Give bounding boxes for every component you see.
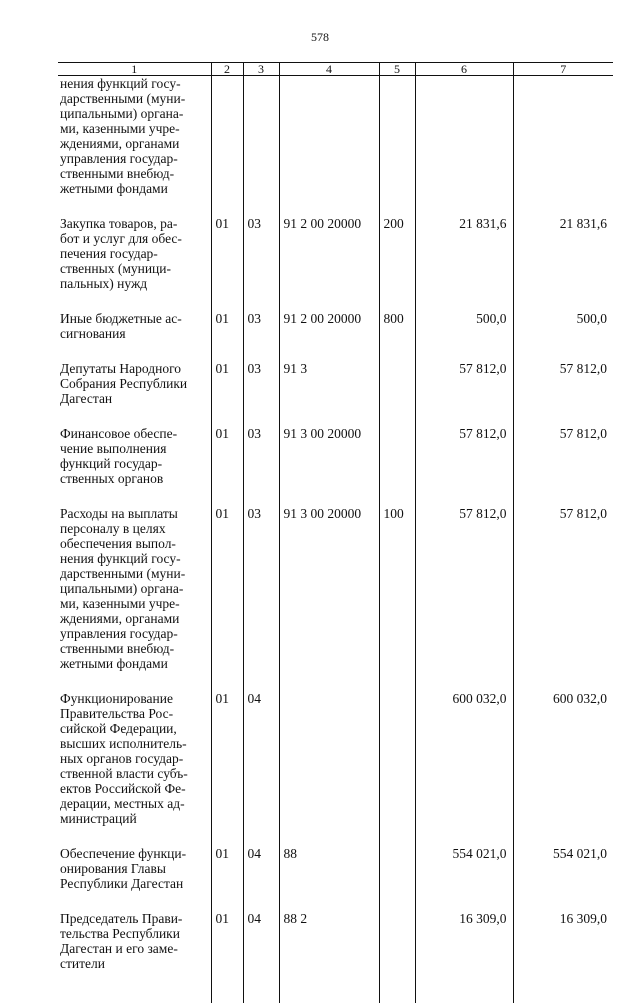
spacer-cell bbox=[243, 486, 279, 506]
col-header-1: 1 bbox=[58, 63, 211, 76]
table-row bbox=[58, 426, 613, 486]
spacer-cell bbox=[513, 486, 613, 506]
row-section bbox=[211, 76, 243, 197]
spacer-cell bbox=[243, 971, 279, 1003]
spacer-cell bbox=[415, 971, 513, 1003]
spacer-cell bbox=[58, 971, 211, 1003]
table-body bbox=[58, 76, 613, 1003]
spacer-cell bbox=[379, 196, 415, 216]
row-name: Финансовое обеспе- чение выполнения функций государ- ственных органов bbox=[58, 426, 211, 486]
spacer-cell bbox=[58, 341, 211, 361]
col-header-3: 3 bbox=[243, 63, 279, 76]
spacer-cell bbox=[279, 891, 379, 911]
spacer-cell bbox=[513, 196, 613, 216]
row-amount-2 bbox=[513, 76, 613, 197]
row-amount-1: 21 831,6 bbox=[415, 216, 513, 291]
row-section: 01 bbox=[211, 506, 243, 671]
row-name: Обеспечение функци- онирования Главы Республики Дагестан bbox=[58, 846, 211, 891]
row-expense-type bbox=[379, 911, 415, 971]
spacer-cell bbox=[513, 826, 613, 846]
table-row bbox=[58, 691, 613, 826]
spacer-cell bbox=[279, 486, 379, 506]
row-expense-type: 800 bbox=[379, 311, 415, 341]
spacer-cell bbox=[243, 826, 279, 846]
row-amount-1: 57 812,0 bbox=[415, 361, 513, 406]
spacer-cell bbox=[513, 291, 613, 311]
spacer-cell bbox=[211, 486, 243, 506]
row-name: Функционирование Правительства Рос- сийской Федерации, высших исполнитель- ных органов государ- ственной власти субъ- ектов Российской Фе- дерации, местных ад- министраций bbox=[58, 691, 211, 826]
table-row bbox=[58, 846, 613, 891]
spacer-cell bbox=[211, 341, 243, 361]
row-amount-2: 57 812,0 bbox=[513, 506, 613, 671]
row-target-article: 91 3 00 20000 bbox=[279, 426, 379, 486]
row-expense-type bbox=[379, 426, 415, 486]
row-expense-type bbox=[379, 691, 415, 826]
row-target-article: 91 2 00 20000 bbox=[279, 216, 379, 291]
col-header-7: 7 bbox=[513, 63, 613, 76]
row-section: 01 bbox=[211, 216, 243, 291]
row-amount-1: 600 032,0 bbox=[415, 691, 513, 826]
col-header-4: 4 bbox=[279, 63, 379, 76]
table-row bbox=[58, 361, 613, 406]
row-subsection: 03 bbox=[243, 311, 279, 341]
col-header-2: 2 bbox=[211, 63, 243, 76]
row-spacer bbox=[58, 406, 613, 426]
table-row bbox=[58, 506, 613, 671]
spacer-cell bbox=[379, 486, 415, 506]
row-spacer bbox=[58, 971, 613, 1003]
spacer-cell bbox=[211, 891, 243, 911]
row-target-article: 91 3 bbox=[279, 361, 379, 406]
spacer-cell bbox=[513, 891, 613, 911]
row-amount-1: 16 309,0 bbox=[415, 911, 513, 971]
table-row bbox=[58, 311, 613, 341]
spacer-cell bbox=[379, 826, 415, 846]
spacer-cell bbox=[279, 671, 379, 691]
spacer-cell bbox=[279, 971, 379, 1003]
row-subsection: 03 bbox=[243, 426, 279, 486]
row-amount-2: 600 032,0 bbox=[513, 691, 613, 826]
spacer-cell bbox=[211, 826, 243, 846]
spacer-cell bbox=[415, 291, 513, 311]
table-row bbox=[58, 911, 613, 971]
row-name: Депутаты Народного Собрания Республики Дагестан bbox=[58, 361, 211, 406]
row-amount-1: 500,0 bbox=[415, 311, 513, 341]
row-name: нения функций госу- дарственными (муни- ципальными) органа- ми, казенными учре- ждениями, органами управления государ- ственными внебюд- жетными фондами bbox=[58, 76, 211, 197]
spacer-cell bbox=[513, 671, 613, 691]
budget-table bbox=[58, 62, 613, 1003]
row-name: Расходы на выплаты персоналу в целях обеспечения выпол- нения функций госу- дарственными (муни- ципальными) органа- ми, казенными учре- ждениями, органами управления государ- ственными внебюд- жетными фондами bbox=[58, 506, 211, 671]
row-target-article: 91 3 00 20000 bbox=[279, 506, 379, 671]
row-section: 01 bbox=[211, 361, 243, 406]
row-amount-1 bbox=[415, 76, 513, 197]
row-amount-2: 57 812,0 bbox=[513, 426, 613, 486]
spacer-cell bbox=[379, 671, 415, 691]
spacer-cell bbox=[379, 971, 415, 1003]
row-expense-type: 100 bbox=[379, 506, 415, 671]
spacer-cell bbox=[58, 671, 211, 691]
row-amount-2: 554 021,0 bbox=[513, 846, 613, 891]
spacer-cell bbox=[211, 196, 243, 216]
row-amount-1: 57 812,0 bbox=[415, 426, 513, 486]
spacer-cell bbox=[243, 196, 279, 216]
spacer-cell bbox=[279, 341, 379, 361]
row-expense-type bbox=[379, 361, 415, 406]
row-subsection: 03 bbox=[243, 506, 279, 671]
spacer-cell bbox=[243, 406, 279, 426]
row-spacer bbox=[58, 341, 613, 361]
spacer-cell bbox=[513, 406, 613, 426]
page-number: 578 bbox=[0, 30, 640, 45]
row-section: 01 bbox=[211, 911, 243, 971]
row-spacer bbox=[58, 196, 613, 216]
row-name: Иные бюджетные ас- сигнования bbox=[58, 311, 211, 341]
spacer-cell bbox=[279, 826, 379, 846]
spacer-cell bbox=[379, 291, 415, 311]
spacer-cell bbox=[415, 406, 513, 426]
row-subsection: 03 bbox=[243, 216, 279, 291]
row-amount-2: 57 812,0 bbox=[513, 361, 613, 406]
row-amount-1: 554 021,0 bbox=[415, 846, 513, 891]
row-target-article: 91 2 00 20000 bbox=[279, 311, 379, 341]
spacer-cell bbox=[415, 486, 513, 506]
spacer-cell bbox=[415, 341, 513, 361]
row-amount-2: 500,0 bbox=[513, 311, 613, 341]
row-section: 01 bbox=[211, 426, 243, 486]
row-spacer bbox=[58, 486, 613, 506]
row-subsection: 04 bbox=[243, 691, 279, 826]
row-target-article bbox=[279, 76, 379, 197]
row-amount-2: 16 309,0 bbox=[513, 911, 613, 971]
col-header-5: 5 bbox=[379, 63, 415, 76]
spacer-cell bbox=[379, 341, 415, 361]
spacer-cell bbox=[211, 971, 243, 1003]
spacer-cell bbox=[243, 341, 279, 361]
spacer-cell bbox=[58, 826, 211, 846]
spacer-cell bbox=[243, 671, 279, 691]
table-row bbox=[58, 216, 613, 291]
spacer-cell bbox=[415, 196, 513, 216]
row-subsection bbox=[243, 76, 279, 197]
row-expense-type bbox=[379, 76, 415, 197]
row-name: Председатель Прави- тельства Республики Дагестан и его заме- стители bbox=[58, 911, 211, 971]
row-section: 01 bbox=[211, 846, 243, 891]
row-section: 01 bbox=[211, 311, 243, 341]
spacer-cell bbox=[379, 891, 415, 911]
spacer-cell bbox=[243, 891, 279, 911]
row-subsection: 04 bbox=[243, 911, 279, 971]
row-expense-type: 200 bbox=[379, 216, 415, 291]
row-spacer bbox=[58, 891, 613, 911]
spacer-cell bbox=[513, 971, 613, 1003]
spacer-cell bbox=[58, 291, 211, 311]
spacer-cell bbox=[513, 341, 613, 361]
spacer-cell bbox=[211, 671, 243, 691]
spacer-cell bbox=[211, 291, 243, 311]
row-name: Закупка товаров, ра- бот и услуг для обес- печения государ- ственных (муници- пальных) нужд bbox=[58, 216, 211, 291]
spacer-cell bbox=[415, 891, 513, 911]
spacer-cell bbox=[279, 406, 379, 426]
row-subsection: 04 bbox=[243, 846, 279, 891]
spacer-cell bbox=[279, 291, 379, 311]
row-target-article bbox=[279, 691, 379, 826]
table-row bbox=[58, 76, 613, 197]
spacer-cell bbox=[243, 291, 279, 311]
spacer-cell bbox=[279, 196, 379, 216]
col-header-6: 6 bbox=[415, 63, 513, 76]
row-spacer bbox=[58, 671, 613, 691]
spacer-cell bbox=[379, 406, 415, 426]
spacer-cell bbox=[58, 486, 211, 506]
row-spacer bbox=[58, 291, 613, 311]
row-subsection: 03 bbox=[243, 361, 279, 406]
spacer-cell bbox=[58, 196, 211, 216]
row-amount-2: 21 831,6 bbox=[513, 216, 613, 291]
row-amount-1: 57 812,0 bbox=[415, 506, 513, 671]
row-spacer bbox=[58, 826, 613, 846]
row-expense-type bbox=[379, 846, 415, 891]
spacer-cell bbox=[58, 406, 211, 426]
row-section: 01 bbox=[211, 691, 243, 826]
header-row bbox=[58, 63, 613, 76]
spacer-cell bbox=[58, 891, 211, 911]
spacer-cell bbox=[211, 406, 243, 426]
row-target-article: 88 bbox=[279, 846, 379, 891]
spacer-cell bbox=[415, 671, 513, 691]
row-target-article: 88 2 bbox=[279, 911, 379, 971]
spacer-cell bbox=[415, 826, 513, 846]
